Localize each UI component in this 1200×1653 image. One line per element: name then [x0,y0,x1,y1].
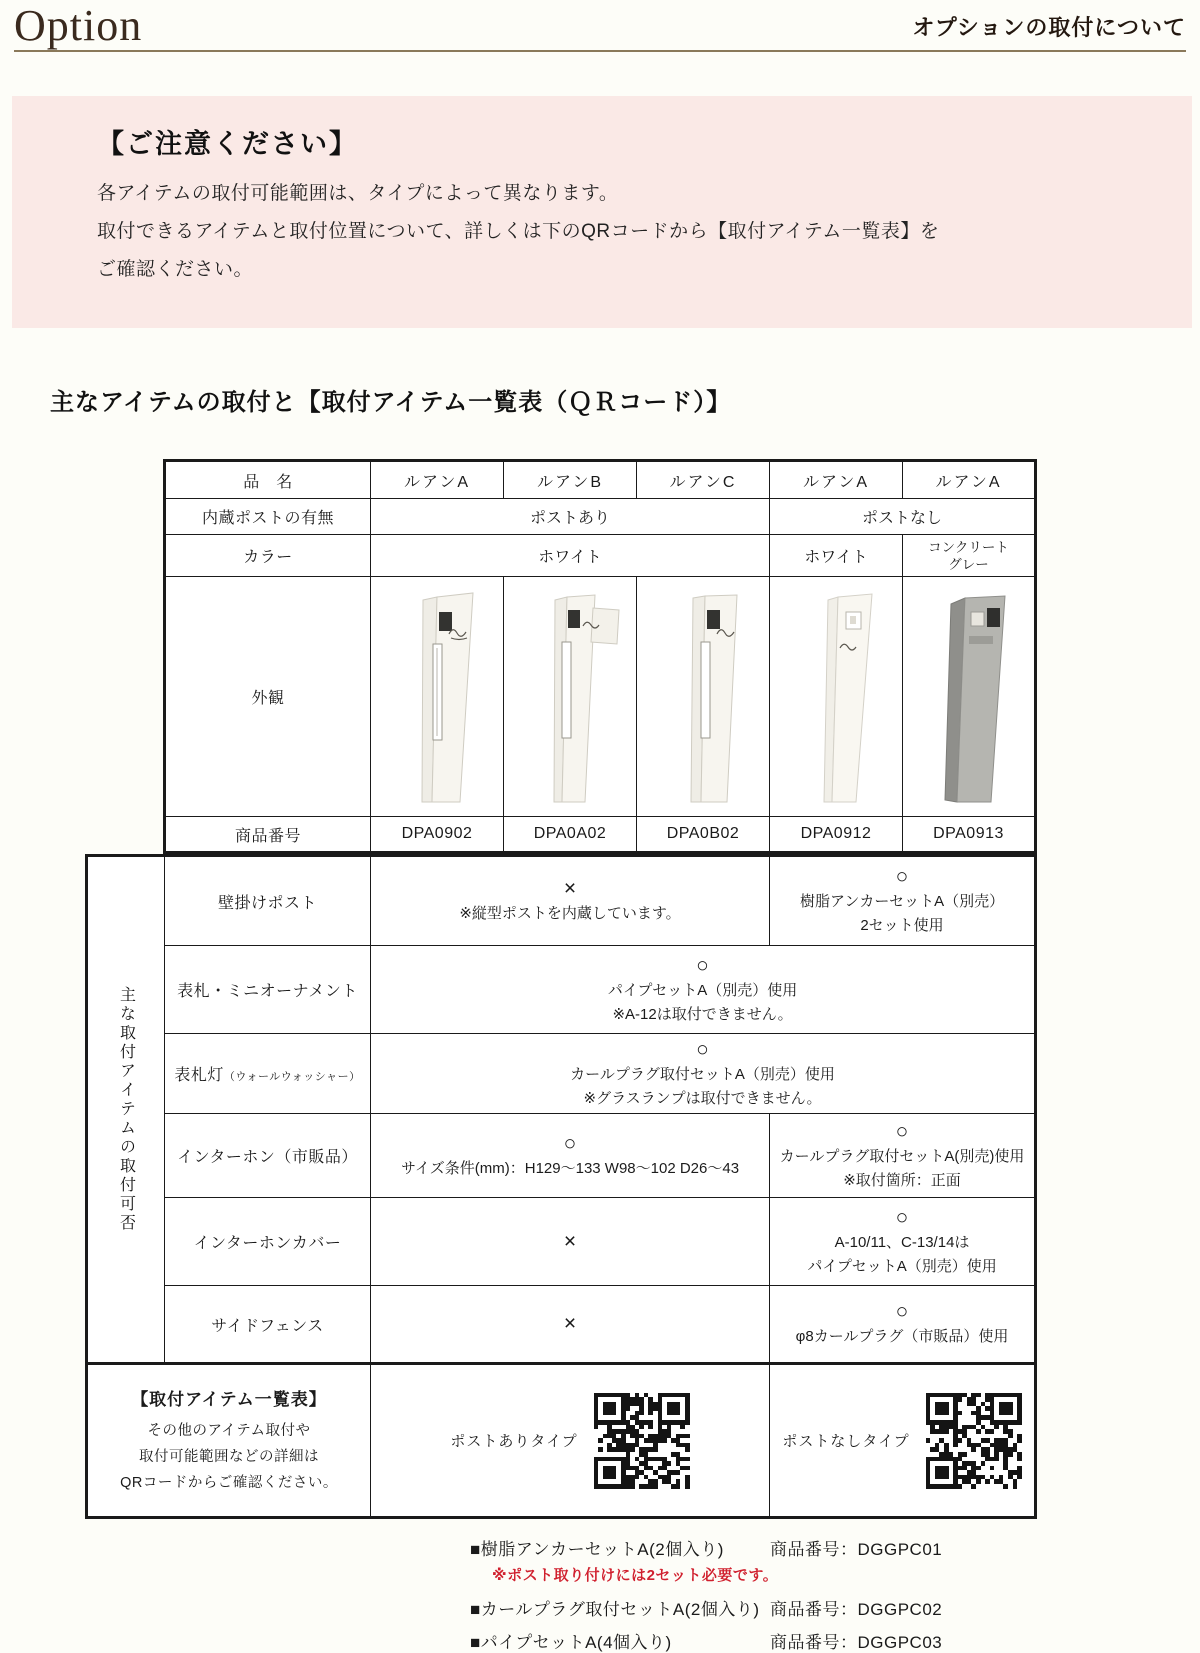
row-wall-post [87,856,1036,946]
cell-note: カールプラグ取付セットA（別売）使用 [570,1065,835,1083]
qr-label-no-post-type: ポストなしタイプ [782,1433,910,1450]
side-fence-without-cell [770,1286,1036,1364]
ok-mark: ○ [895,1119,909,1143]
row-side-fence [87,1286,1036,1364]
intercom-with-cell [371,1114,770,1198]
notice-line: 各アイテムの取付可能範囲は、タイプによって異なります。 [97,183,619,204]
ok-mark: ○ [696,1037,709,1061]
ok-mark: ○ [895,1300,909,1323]
spec-table-top [163,459,1037,854]
notice-line: ご確認ください。 [97,259,254,280]
nameplate-light-cell [371,1034,1036,1114]
cell-note: 2セット使用 [860,917,944,934]
page-header [0,0,1200,48]
page-subtitle: オプションの取付について [912,15,1186,40]
header-rule [14,50,1186,52]
qr-info-line: その他のアイテム取付や [147,1423,311,1439]
row-color [165,535,1036,577]
notice-heading: 【ご注意ください】 [97,129,358,159]
product-name-luan-b: ルアンB [504,461,637,499]
ng-mark: × [563,1229,577,1253]
cell-note: A-10/11、C-13/14は [834,1233,970,1251]
row-label-nameplate: 表札・ミニオーナメント [165,946,371,1034]
cell-note: ※縦型ポストを内蔵しています。 [459,905,681,922]
product-image-luan-b [504,577,637,817]
color-white-cell: ホワイト [770,535,903,577]
row-label-nameplate-light [165,1034,371,1114]
product-code: DPA0902 [371,817,504,853]
cell-note: パイプセットA（別売）使用 [807,1257,997,1275]
product-code: DPA0A02 [504,817,637,853]
product-name-luan-a-nopost: ルアンA [770,461,903,499]
product-name-luan-a-gray: ルアンA [903,461,1036,499]
qr-info-line: QRコードからご確認ください。 [120,1475,338,1491]
footer-item-code: 商品番号：DGGPC01 [770,1540,943,1559]
row-qr [87,1364,1036,1518]
qr-cell-post-type [371,1364,770,1518]
product-name-luan-c: ルアンC [637,461,770,499]
side-label: 主な取付アイテムの取付可否 [117,986,135,1233]
cell-note: 樹脂アンカーセットA（別売） [799,893,1005,910]
ok-mark: ○ [895,1205,909,1229]
qr-info-line: 取付可能範囲などの詳細は [139,1449,319,1465]
product-image-luan-a-concrete-gray [903,577,1036,817]
wall-post-with-cell [371,856,770,946]
color-white-wide-cell: ホワイト [371,535,770,577]
cell-note: ※取付箇所：正面 [843,1171,961,1189]
page-title: Option [14,1,143,50]
row-label-small-text: （ウォールウォッシャー） [223,1071,361,1083]
side-fence-with-cell [371,1286,770,1364]
cell-note: カールプラグ取付セットA(別売)使用 [779,1147,1025,1165]
product-code: DPA0912 [770,817,903,853]
ok-mark: ○ [696,953,709,977]
row-intercom-cover [87,1198,1036,1286]
qr-cell-no-post-type [770,1364,1036,1518]
notice-box [12,96,1192,328]
cell-note: パイプセットA（別売）使用 [607,981,798,999]
color-gray-cell [903,535,1036,577]
row-nameplate-light [87,1034,1036,1114]
row-label-text: 表札灯 [174,1067,224,1084]
intercom-without-cell [770,1114,1036,1198]
product-image-luan-c [637,577,770,817]
cell-note: サイズ条件(mm)：H129～133 W98～102 D26～43 [400,1159,740,1177]
row-product-code [165,817,1036,853]
product-name-luan-a: ルアンA [371,461,504,499]
row-label-intercom-cover: インターホンカバー [165,1198,371,1286]
appearance-label: 外観 [165,577,371,817]
ok-mark: ○ [563,1131,577,1155]
spec-table-bottom [85,854,1037,1519]
intercom-cover-with-cell [371,1198,770,1286]
footer-item-name: ■パイプセットA(4個入り) [470,1633,672,1652]
product-name-label: 品 名 [165,461,371,499]
cell-note: φ8カールプラグ（市販品）使用 [795,1328,1009,1345]
footer-item-name: ■カールプラグ取付セットA(2個入り) [470,1600,760,1619]
footer-item-code: 商品番号：DGGPC02 [770,1600,943,1619]
qr-info-title: 【取付アイテム一覧表】 [131,1390,327,1409]
row-appearance [165,577,1036,817]
row-label-side-fence: サイドフェンス [165,1286,371,1364]
nameplate-cell [371,946,1036,1034]
side-label-cell [87,856,165,1364]
post-without-cell: ポストなし [770,499,1036,535]
wall-post-without-cell [770,856,1036,946]
ng-mark: × [563,1312,577,1335]
product-image-luan-a-nopost [770,577,903,817]
footer-notes [470,1535,1200,1653]
footer-item-name: ■樹脂アンカーセットA(2個入り) [470,1540,724,1559]
footer-item-code: 商品番号：DGGPC03 [770,1633,943,1652]
product-code: DPA0B02 [637,817,770,853]
row-intercom [87,1114,1036,1198]
qr-label-post-type: ポストありタイプ [450,1433,578,1450]
product-code-label: 商品番号 [165,817,371,853]
product-code: DPA0913 [903,817,1036,853]
row-label-wall-post: 壁掛けポスト [165,856,371,946]
color-gray-line2: グレー [948,556,989,572]
color-gray-line1: コンクリート [928,539,1009,555]
qr-code-post-type [594,1393,690,1489]
product-image-luan-a [371,577,504,817]
notice-line: 取付できるアイテムと取付位置について、詳しくは下のQRコードから【取付アイテム一覧表】を [97,221,940,242]
ng-mark: × [563,877,577,900]
color-label: カラー [165,535,371,577]
footer-warning-note: ※ポスト取り付けには2セット必要です。 [492,1567,779,1584]
cell-note: ※グラスランプは取付できません。 [583,1089,822,1107]
footer-item [470,1535,1200,1560]
row-label-intercom: インターホン（市販品） [165,1114,371,1198]
intercom-cover-without-cell [770,1198,1036,1286]
cell-note: ※A-12は取付できません。 [612,1005,793,1023]
qr-code-no-post-type [926,1393,1022,1489]
section-title: 主なアイテムの取付と【取付アイテム一覧表（ＱＲコード）】 [50,389,732,416]
ok-mark: ○ [895,865,909,888]
footer-item [470,1595,1200,1620]
row-nameplate [87,946,1036,1034]
built-in-post-label: 内蔵ポストの有無 [165,499,371,535]
post-with-cell: ポストあり [371,499,770,535]
qr-info-cell [87,1364,371,1518]
row-built-in-post [165,499,1036,535]
row-product-name [165,461,1036,499]
